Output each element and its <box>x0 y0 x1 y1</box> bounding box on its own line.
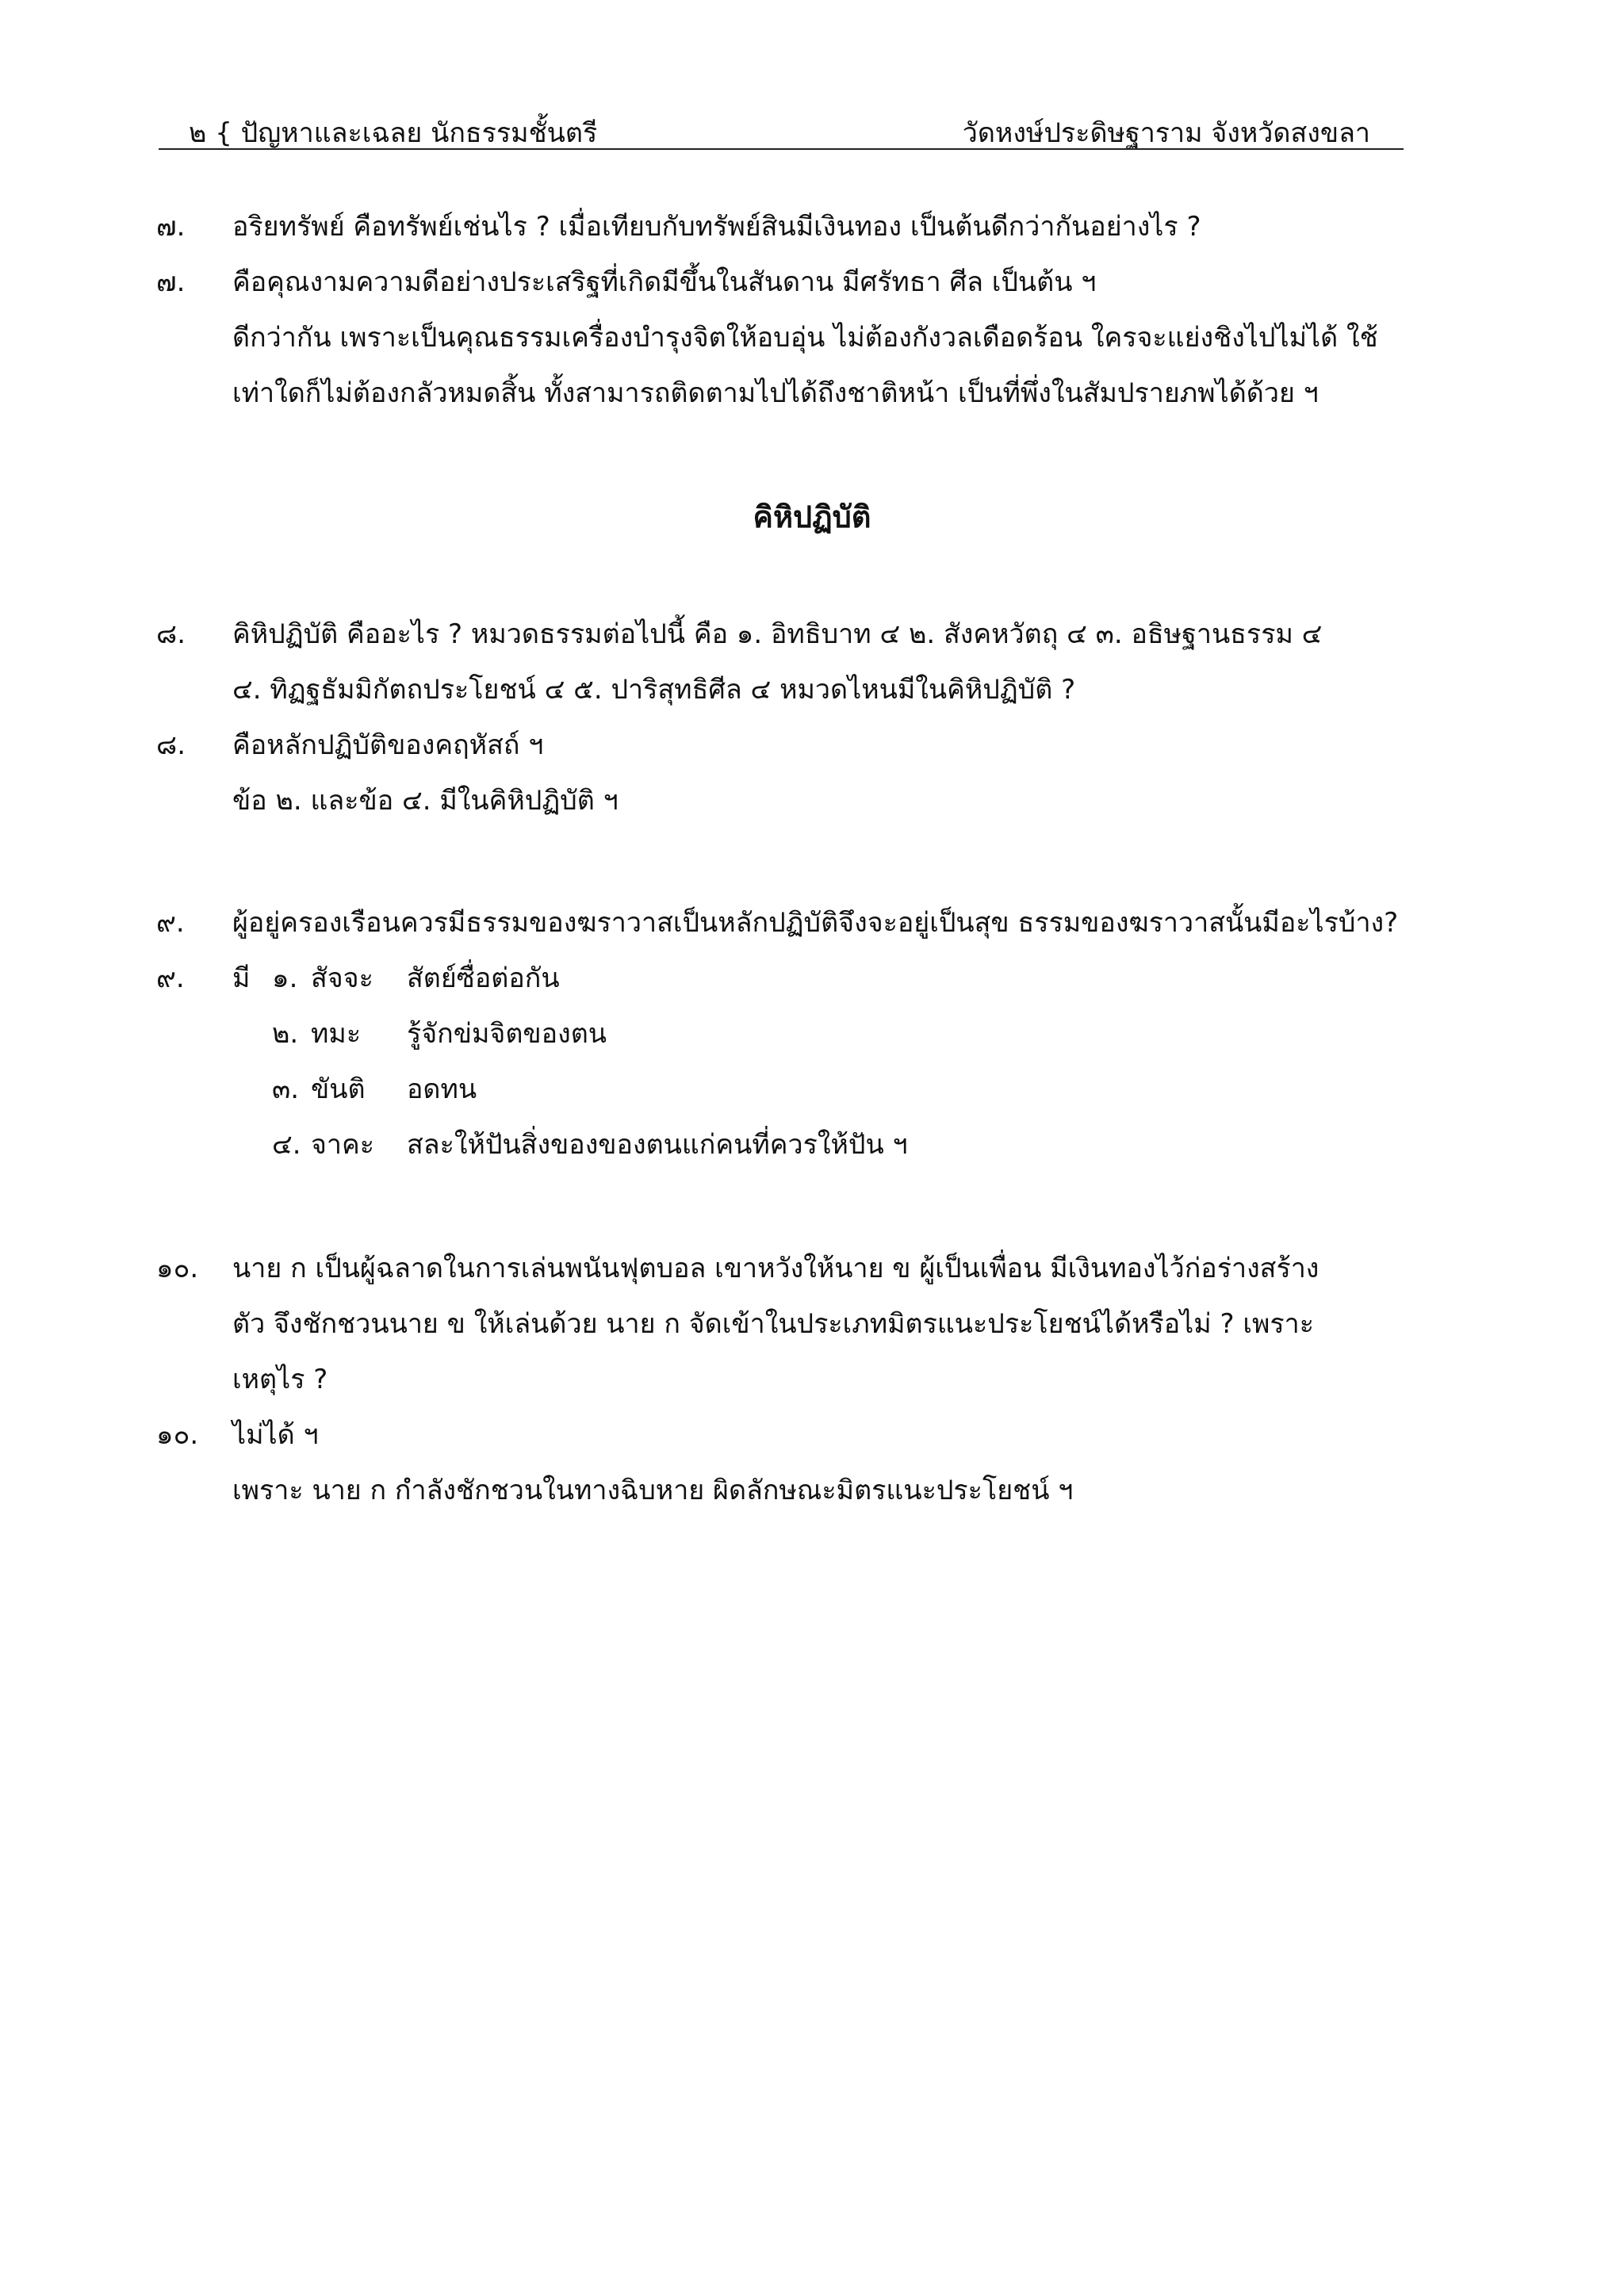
header-divider <box>159 148 1404 150</box>
q8-answer-line-1: คือหลักปฏิบัติของคฤหัสถ์ ฯ <box>232 729 544 761</box>
header-right-text: วัดหงษ์ประดิษฐาราม จังหวัดสงขลา <box>962 117 1370 149</box>
q9-item-word: สัจจะ <box>311 962 373 994</box>
q8-question-number: ๘. <box>156 618 186 650</box>
q9-question-text: ผู้อยู่ครองเรือนควรมีธรรมของฆราวาสเป็นหลักปฏิบัติจึงจะอยู่เป็นสุข ธรรมของฆราวาสนั้นมีอะไรบ้าง? <box>232 907 1399 939</box>
q7-answer-line-3: เท่าใดก็ไม่ต้องกลัวหมดสิ้น ทั้งสามารถติดตามไปได้ถึงชาติหน้า เป็นที่พึ่งในสัมปรายภพได้ด้วย ฯ <box>232 377 1319 409</box>
q8-question-line-2: ๔. ทิฏฐธัมมิกัตถประโยชน์ ๔ ๕. ปาริสุทธิศีล ๔ หมวดไหนมีในคิหิปฏิบัติ ? <box>232 674 1076 706</box>
q8-answer-number: ๘. <box>156 729 186 761</box>
q9-item-description: สละให้ปันสิ่งของของตนแก่คนที่ควรให้ปัน ฯ <box>407 1129 908 1161</box>
q9-answer-lead: มี <box>232 962 251 994</box>
page-header <box>159 111 1404 151</box>
q9-question-number: ๙. <box>156 907 185 939</box>
q10-answer-line-1: ไม่ได้ ฯ <box>232 1419 319 1451</box>
q8-answer-line-2: ข้อ ๒. และข้อ ๔. มีในคิหิปฏิบัติ ฯ <box>232 785 619 817</box>
q8-question-line-1: คิหิปฏิบัติ คืออะไร ? หมวดธรรมต่อไปนี้ คือ ๑. อิทธิบาท ๔ ๒. สังคหวัตถุ ๔ ๓. อธิษฐานธรรม ๔ <box>232 618 1323 650</box>
q9-item-number: ๒. <box>272 1018 299 1050</box>
section-heading: คิหิปฏิบัติ <box>753 499 871 534</box>
q9-answer-number: ๙. <box>156 962 185 994</box>
q10-question-line-3: เหตุไร ? <box>232 1364 328 1395</box>
q9-item-word: ขันติ <box>311 1073 366 1105</box>
q9-item-word: ทมะ <box>311 1018 362 1050</box>
q9-item-number: ๓. <box>272 1073 300 1105</box>
q10-question-line-2: ตัว จึงชักชวนนาย ข ให้เล่นด้วย นาย ก จัดเข้าในประเภทมิตรแนะประโยชน์ได้หรือไม่ ? เพราะ <box>232 1308 1314 1340</box>
q7-answer-line-2: ดีกว่ากัน เพราะเป็นคุณธรรมเครื่องบำรุงจิตให้อบอุ่น ไม่ต้องกังวลเดือดร้อน ใครจะแย่งชิงไปไม่ได้ ใช้ <box>232 322 1378 354</box>
q7-question-number: ๗. <box>156 211 186 243</box>
q10-question-line-1: นาย ก เป็นผู้ฉลาดในการเล่นพนันฟุตบอล เขาหวังให้นาย ข ผู้เป็นเพื่อน มีเงินทองไว้ก่อร่างสร้าง <box>232 1253 1320 1284</box>
q10-question-number: ๑๐. <box>156 1253 199 1284</box>
q9-item-description: สัตย์ซื่อต่อกัน <box>407 962 560 994</box>
header-left-text: ๒ { ปัญหาและเฉลย นักธรรมชั้นตรี <box>189 117 598 149</box>
q9-item-number: ๔. <box>272 1129 301 1161</box>
q7-answer-line-1: คือคุณงามความดีอย่างประเสริฐที่เกิดมีขึ้นในสันดาน มีศรัทธา ศีล เป็นต้น ฯ <box>232 266 1097 298</box>
q10-answer-line-2: เพราะ นาย ก กำลังชักชวนในทางฉิบหาย ผิดลักษณะมิตรแนะประโยชน์ ฯ <box>232 1475 1074 1506</box>
q9-item-number: ๑. <box>272 962 298 994</box>
q9-item-word: จาคะ <box>311 1129 375 1161</box>
q7-answer-number: ๗. <box>156 266 186 298</box>
q10-answer-number: ๑๐. <box>156 1419 199 1451</box>
q7-question-text: อริยทรัพย์ คือทรัพย์เช่นไร ? เมื่อเทียบกับทรัพย์สินมีเงินทอง เป็นต้นดีกว่ากันอย่างไร ? <box>232 211 1201 243</box>
q9-item-description: อดทน <box>407 1073 477 1105</box>
q9-item-description: รู้จักข่มจิตของตน <box>407 1018 607 1050</box>
